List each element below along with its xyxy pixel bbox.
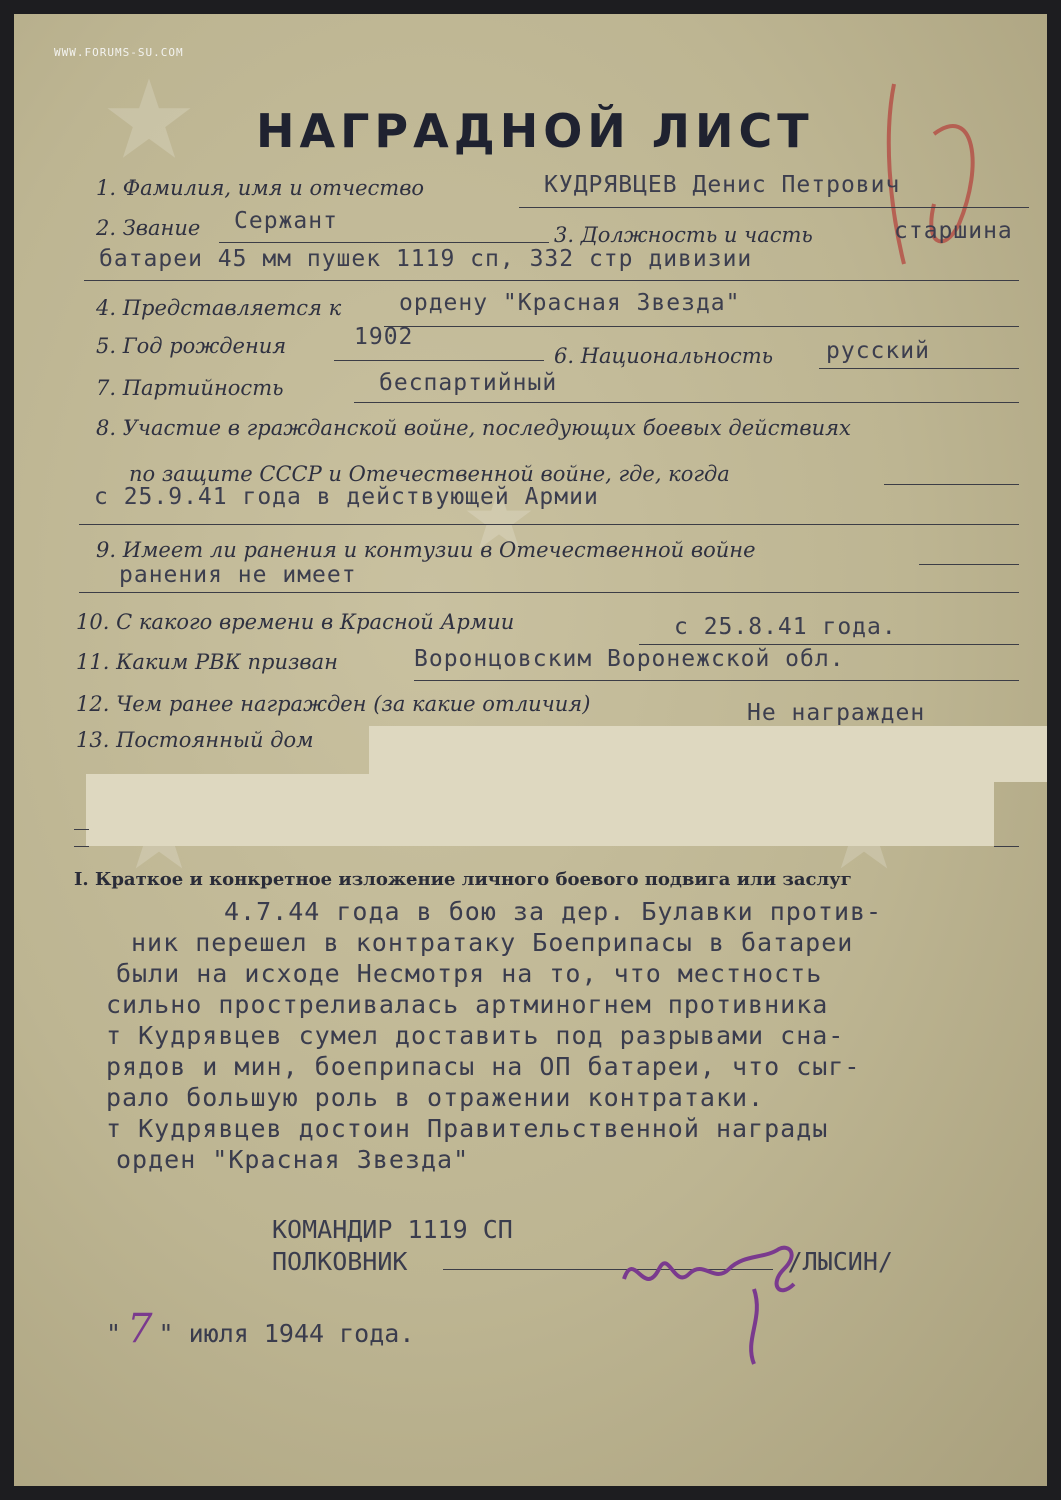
field-1-label: 1. Фамилия, имя и отчество (96, 176, 425, 200)
field-11-label: 11. Каким РВК призван (76, 650, 339, 674)
narrative-line: рядов и мин, боеприпасы на ОП батареи, что сыг- (106, 1052, 861, 1081)
underline (334, 360, 544, 361)
narrative-line: рало большую роль в отражении контратаки. (106, 1083, 765, 1112)
field-8-label-a: 8. Участие в гражданской войне, последующих боевых действиях (96, 416, 851, 440)
underline (79, 592, 1019, 593)
underline (84, 280, 1019, 281)
section-heading: I. Краткое и конкретное изложение личного боевого подвига или заслуг (74, 869, 852, 890)
underline (639, 644, 1019, 645)
document-title: НАГРАДНОЙ ЛИСТ (256, 104, 814, 158)
field-3-label: 3. Должность и часть (554, 223, 813, 247)
field-7-value: беспартийный (379, 370, 558, 396)
field-12-value: Не награжден (747, 700, 926, 726)
commander-rank: ПОЛКОВНИК /ЛЫСИН/ (272, 1247, 893, 1276)
date-day: 7 (127, 1306, 153, 1352)
field-6-label: 6. Национальность (554, 344, 774, 368)
date-line: " 7 " июля 1944 года. (106, 1306, 415, 1352)
underline (884, 484, 1019, 485)
narrative-line: ник перешел в контратаку Боеприпасы в батареи (131, 928, 854, 957)
site-watermark: WWW.FORUMS-SU.COM (54, 46, 184, 59)
field-6-value: русский (826, 338, 930, 364)
field-12-label: 12. Чем ранее награжден (за какие отличия) (76, 692, 591, 716)
commander-title: КОМАНДИР 1119 СП (272, 1215, 513, 1244)
field-2-value: Сержант (234, 208, 338, 234)
field-9-label: 9. Имеет ли ранения и контузии в Отечественной войне (96, 538, 756, 562)
field-4-value: ордену "Красная Звезда" (399, 290, 741, 316)
field-1-value: КУДРЯВЦЕВ Денис Петрович (544, 172, 901, 198)
field-11-value: Воронцовским Воронежской обл. (414, 646, 845, 672)
field-4-label: 4. Представляется к (96, 296, 342, 320)
field-5-label: 5. Год рождения (96, 334, 287, 358)
commander-name: /ЛЫСИН/ (787, 1247, 893, 1276)
narrative-line: т Кудрявцев сумел доставить под разрывами сна- (106, 1021, 845, 1050)
underline (74, 846, 89, 847)
narrative-block (106, 896, 882, 1175)
redaction-block (86, 774, 994, 846)
field-3-value-a: старшина (894, 218, 1013, 244)
field-8-label-b: по защите СССР и Отечественной войне, где, когда (129, 462, 730, 486)
narrative-line: были на исходе Несмотря на то, что местность (116, 959, 823, 988)
field-9-value: ранения не имеет (119, 562, 357, 588)
star-watermark-icon (104, 74, 194, 164)
underline (994, 846, 1019, 847)
underline (219, 242, 549, 243)
narrative-line: сильно простреливалась артминогнем противника (106, 990, 829, 1019)
underline (354, 402, 1019, 403)
field-10-value: с 25.8.41 года. (674, 614, 897, 640)
underline (919, 564, 1019, 565)
underline (384, 326, 1019, 327)
narrative-line: т Кудрявцев достоин Правительственной награды (106, 1114, 829, 1143)
handwritten-signature (604, 1229, 834, 1369)
field-13-label: 13. Постоянный дом (76, 728, 314, 752)
underline (79, 524, 1019, 525)
field-5-value: 1902 (354, 324, 414, 350)
field-10-label: 10. С какого времени в Красной Армии (76, 610, 515, 634)
underline (74, 829, 89, 830)
underline (519, 207, 1029, 208)
underline (819, 368, 1019, 369)
narrative-line: орден "Красная Звезда" (116, 1145, 470, 1174)
field-7-label: 7. Партийность (96, 376, 284, 400)
field-2-label: 2. Звание (96, 216, 201, 240)
field-8-value: с 25.9.41 года в действующей Армии (94, 484, 599, 510)
narrative-line: 4.7.44 года в бою за дер. Булавки против- (224, 897, 883, 926)
field-3-value-b: батареи 45 мм пушек 1119 сп, 332 стр дивизии (99, 246, 753, 272)
underline (414, 680, 1019, 681)
